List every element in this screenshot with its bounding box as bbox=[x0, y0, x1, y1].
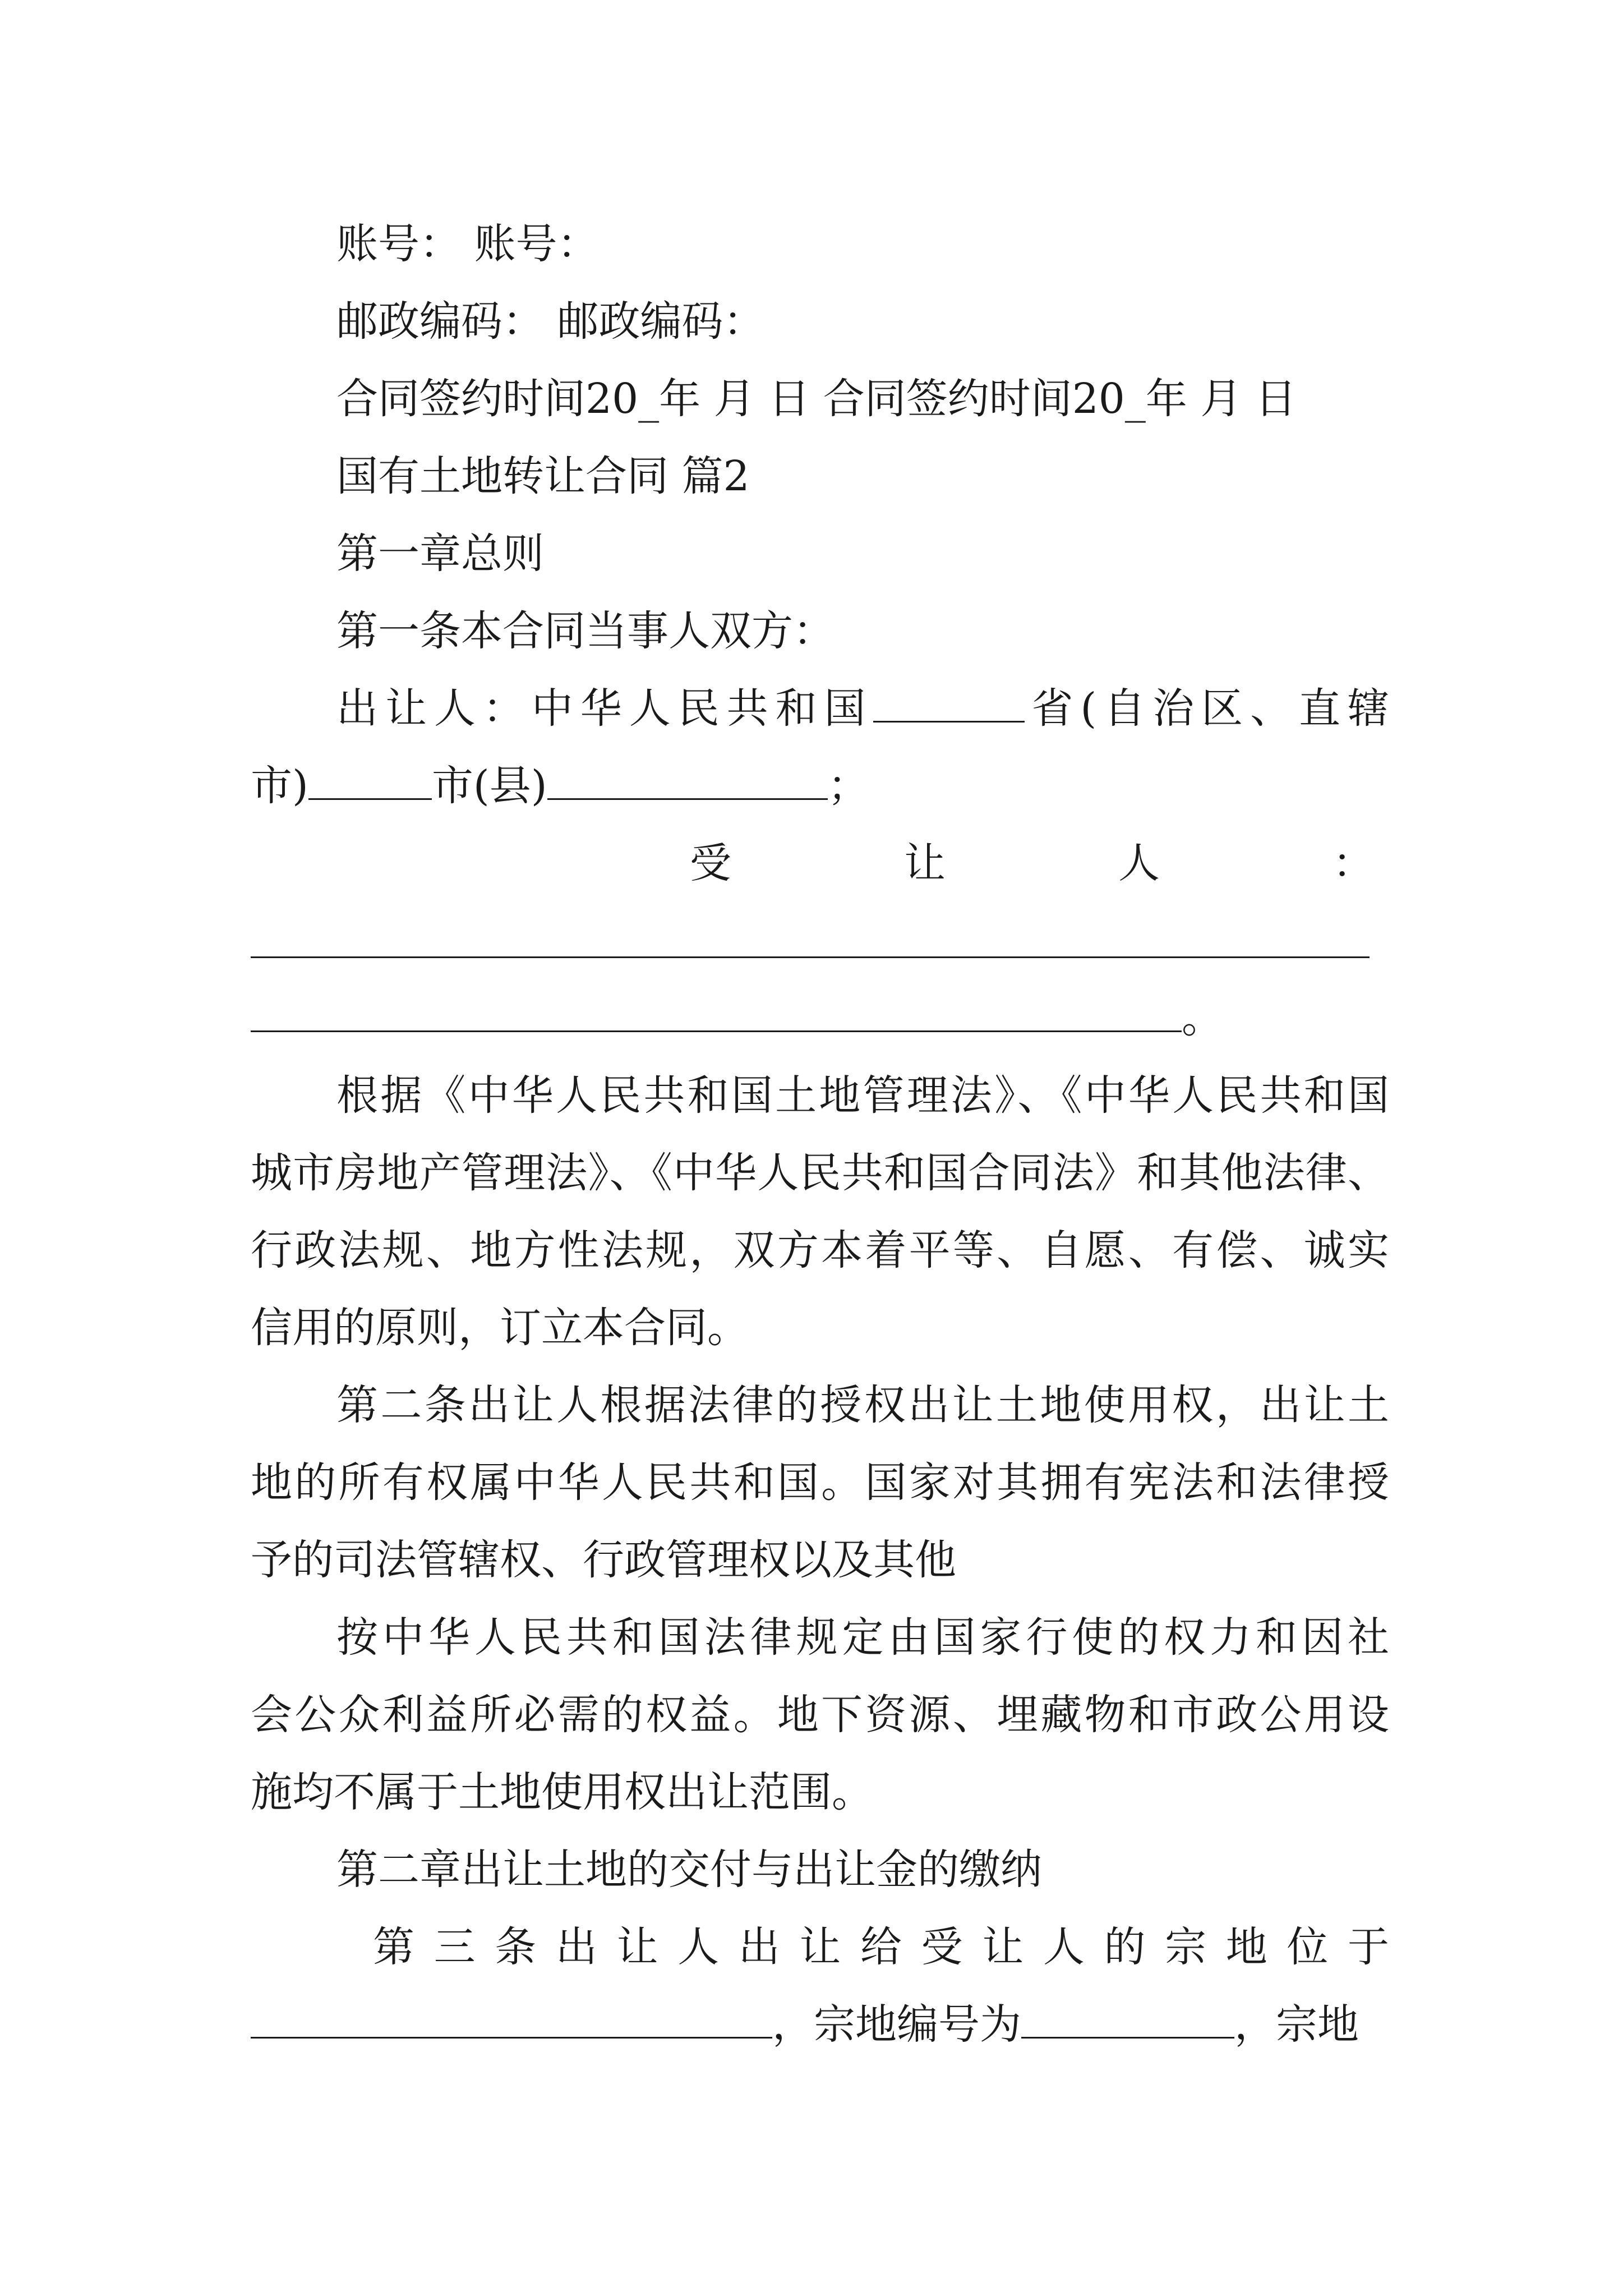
parcel-trailing-text: ，宗地 bbox=[1234, 2000, 1359, 2049]
legal-basis-para-line-2: 城市房地产管理法》、《中华人民共和国合同法》和其他法律、 bbox=[251, 1149, 1389, 1197]
province-label: 省(自治区、直辖 bbox=[1024, 684, 1390, 733]
transferee-blank-2 bbox=[251, 996, 1182, 1032]
rights-para-line-3: 施均不属于土地使用权出让范围。 bbox=[251, 1768, 873, 1816]
county-label: 市(县) bbox=[431, 762, 547, 810]
article-3-line-1: 第三条出让人出让给受让人的宗地位于 bbox=[373, 1923, 1389, 1971]
article-2-line-2: 地的所有权属中华人民共和国。国家对其拥有宪法和法律授 bbox=[251, 1458, 1389, 1507]
rights-para-line-2: 会公众利益所必需的权益。地下资源、埋藏物和市政公用设 bbox=[251, 1691, 1389, 1739]
parcel-number-label: ，宗地编号为 bbox=[772, 2000, 1021, 2049]
legal-basis-para-line-3: 行政法规、地方性法规，双方本着平等、自愿、有偿、诚实 bbox=[251, 1226, 1389, 1274]
legal-basis-para-line-1: 根据《中华人民共和国土地管理法》、《中华人民共和国 bbox=[336, 1071, 1389, 1120]
parcel-number-blank bbox=[1021, 2002, 1234, 2039]
transferor-line-cont bbox=[251, 758, 1389, 814]
parcel-location-blank bbox=[251, 2002, 772, 2039]
city-blank bbox=[308, 763, 432, 800]
article-1-heading: 第一条本合同当事人双方： bbox=[336, 607, 834, 655]
legal-basis-para-line-4: 信用的原则，订立本合同。 bbox=[251, 1304, 749, 1352]
contract-title: 国有土地转让合同 篇2 bbox=[336, 452, 750, 500]
postal-code-line: 邮政编码： 邮政编码： bbox=[336, 297, 765, 346]
semicolon: ； bbox=[827, 762, 869, 810]
city-prefix: 市) bbox=[251, 762, 308, 810]
transferor-label: 出让人：中华人民共和国 bbox=[336, 684, 873, 733]
transferor-line bbox=[336, 680, 1389, 737]
signing-date-line: 合同签约时间20_年 月 日 合同签约时间20_年 月 日 bbox=[336, 375, 1297, 423]
account-line: 账号： 账号： bbox=[336, 220, 599, 268]
period: 。 bbox=[1182, 994, 1223, 1042]
article-2-line-3: 予的司法管辖权、行政管理权以及其他 bbox=[251, 1536, 956, 1584]
transferee-blank-1 bbox=[251, 956, 1370, 958]
article-3-line-2 bbox=[251, 1996, 1389, 2053]
province-blank bbox=[873, 686, 1025, 723]
transferee-label: 受 让 人 ： bbox=[690, 839, 1374, 887]
chapter-2-heading: 第二章出让土地的交付与出让金的缴纳 bbox=[336, 1846, 1042, 1894]
county-blank bbox=[547, 763, 828, 800]
rights-para-line-1: 按中华人民共和国法律规定由国家行使的权力和因社 bbox=[336, 1613, 1389, 1662]
article-2-line-1: 第二条出让人根据法律的授权出让土地使用权，出让土 bbox=[336, 1381, 1389, 1429]
transferee-line-end bbox=[251, 990, 1389, 1046]
chapter-1-heading: 第一章总则 bbox=[336, 530, 544, 578]
